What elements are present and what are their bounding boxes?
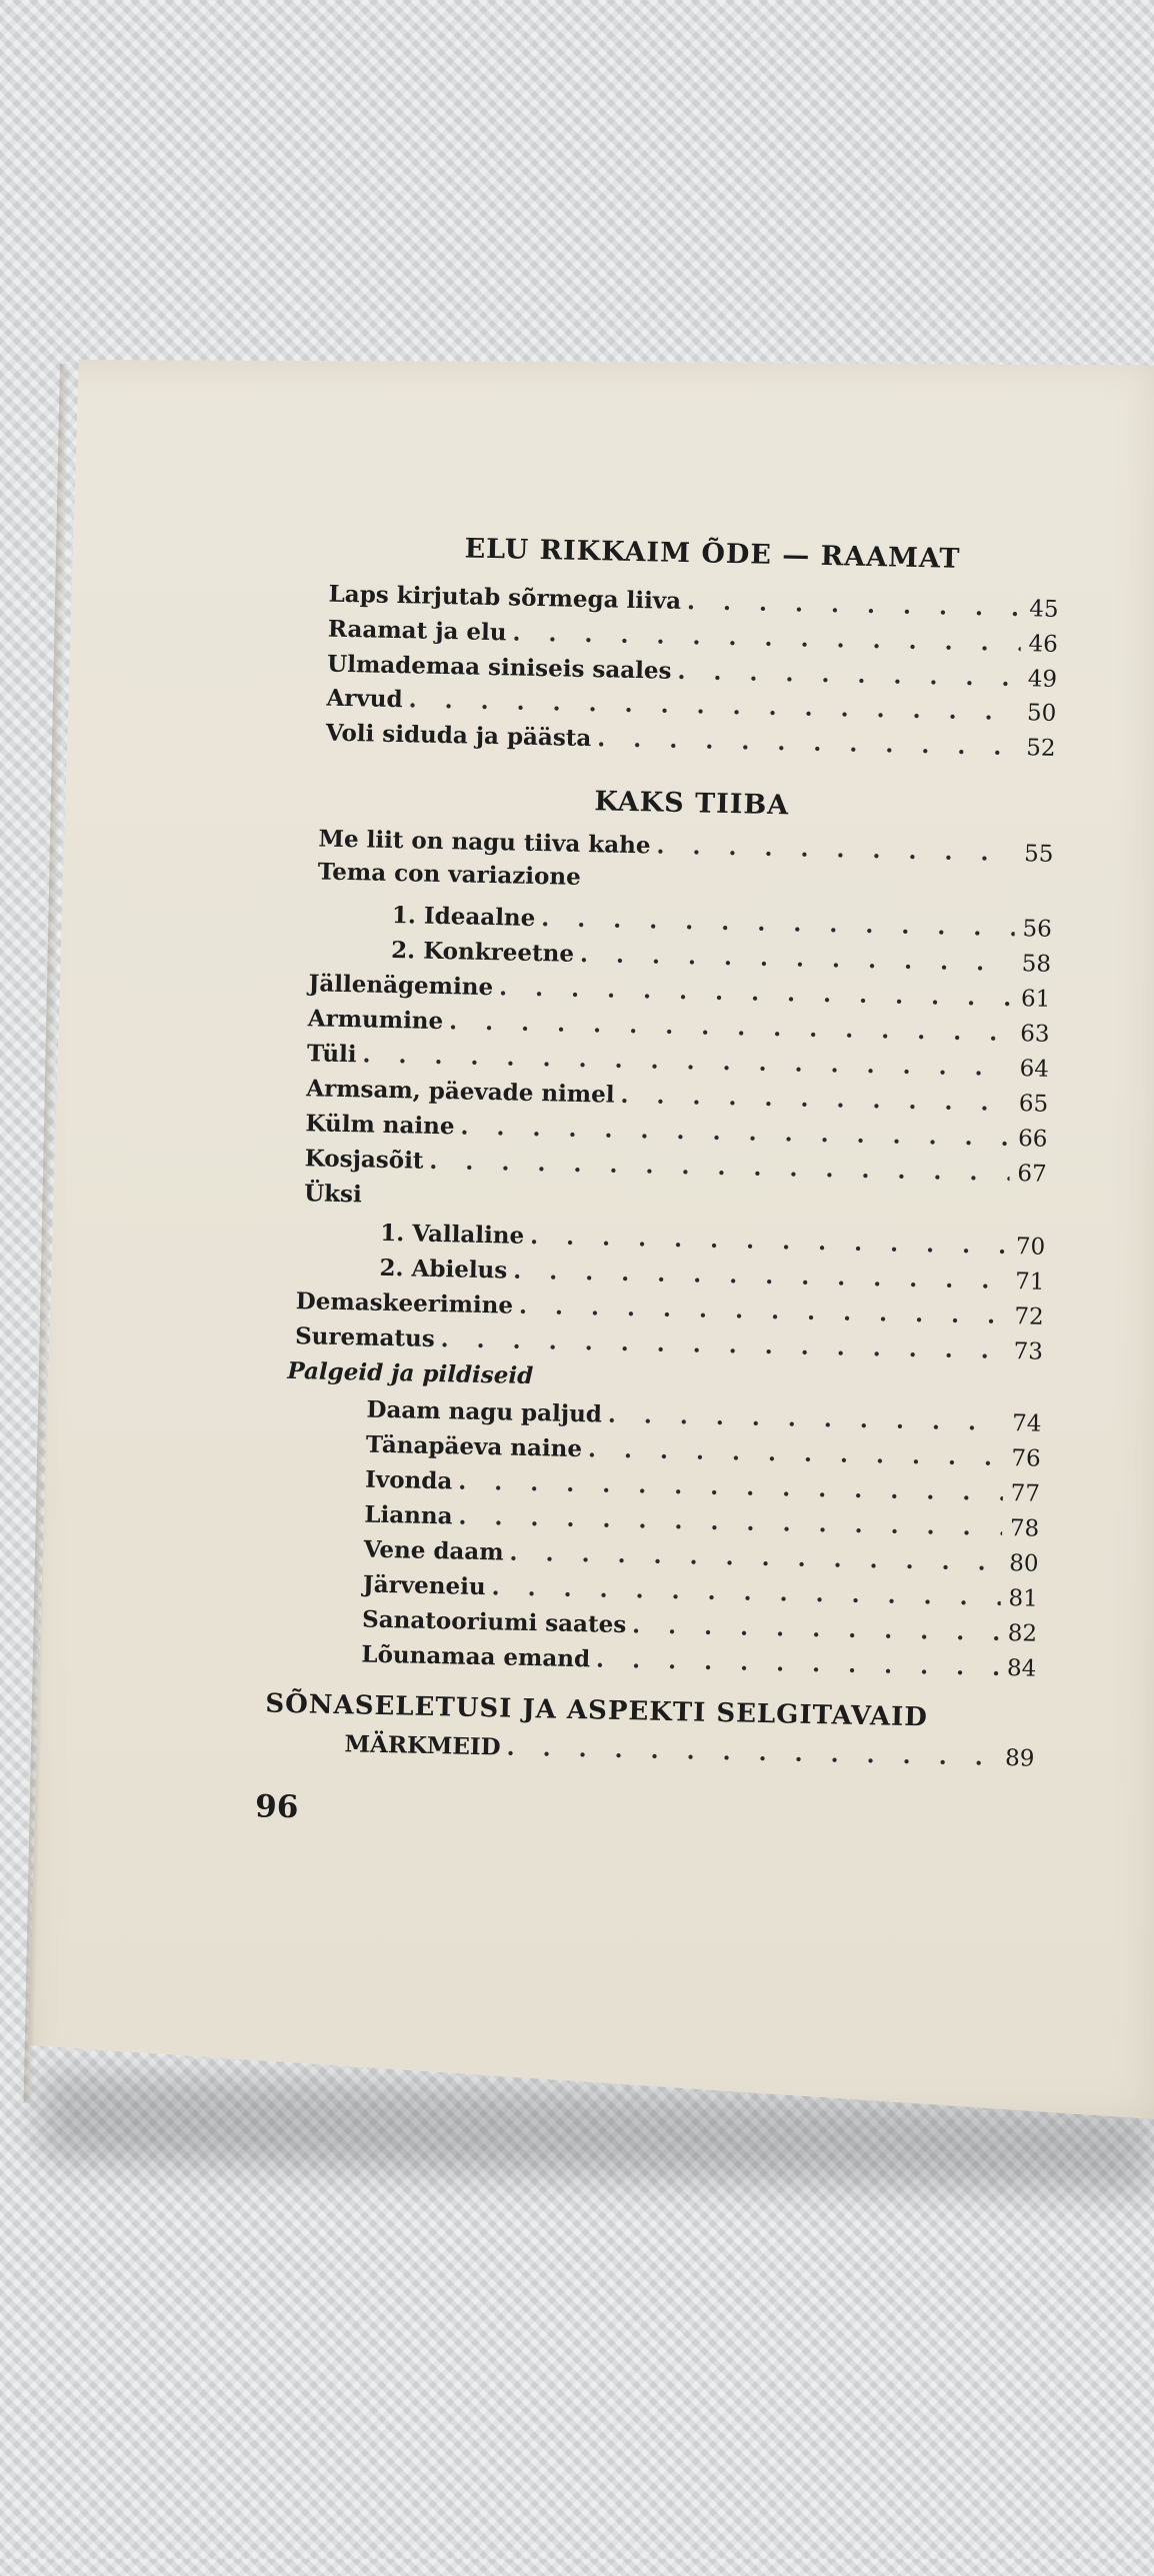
entry-page: 63 xyxy=(1020,1021,1050,1048)
entry-title: 1. Vallaline xyxy=(380,1219,525,1250)
entry-title: Voli siduda ja päästa xyxy=(325,719,592,753)
leader-dots xyxy=(541,905,1015,942)
entry-page: 78 xyxy=(1009,1515,1040,1542)
entry-page: 72 xyxy=(1014,1303,1044,1330)
entry-title: Daam nagu paljud xyxy=(366,1395,603,1428)
entry-page: 65 xyxy=(1018,1091,1049,1118)
entry-title: 2. Abielus xyxy=(379,1254,508,1285)
entry-page: 77 xyxy=(1010,1480,1041,1507)
entry-page: 64 xyxy=(1019,1056,1050,1083)
entry-page: 74 xyxy=(1011,1410,1042,1437)
entry-title: Surematus xyxy=(294,1322,435,1352)
entry-page: 82 xyxy=(1007,1620,1038,1647)
entry-title: Vene daam xyxy=(363,1535,504,1566)
toc-entry-notes xyxy=(344,1730,1035,1778)
entry-page: 76 xyxy=(1011,1445,1041,1472)
entry-page: 80 xyxy=(1008,1550,1039,1577)
entry-page: 66 xyxy=(1017,1126,1048,1153)
leader-dots xyxy=(677,658,1020,692)
entry-title: Järveneiu xyxy=(362,1570,486,1601)
entry-title: Raamat ja elu xyxy=(327,615,507,647)
leader-dots xyxy=(608,1401,1005,1436)
leader-dots xyxy=(530,1223,1008,1260)
entry-title: 1. Ideaalne xyxy=(391,902,536,933)
entry-page: 89 xyxy=(1004,1745,1035,1772)
entry-page: 84 xyxy=(1006,1655,1037,1682)
entry-title: MÄRKMEID xyxy=(344,1730,501,1761)
entry-page: 56 xyxy=(1022,916,1053,943)
entry-page: 81 xyxy=(1008,1585,1039,1612)
entry-page: 61 xyxy=(1020,986,1051,1013)
entry-page: 49 xyxy=(1027,666,1058,693)
entry-title: Ulmademaa siniseis saales xyxy=(326,650,672,685)
leader-dots xyxy=(687,588,1022,622)
entry-title: Tüli xyxy=(306,1040,357,1069)
entry-title: Tänapäeva naine xyxy=(365,1430,583,1463)
entry-title: Sanatooriumi saates xyxy=(361,1605,627,1639)
leader-dots xyxy=(506,1734,997,1771)
entry-title: Tema con variazione xyxy=(317,858,582,891)
section-heading-elu-rikkaim-ode: ELU RIKKAIM ÕDE — RAAMAT xyxy=(464,533,961,575)
entry-page: 73 xyxy=(1013,1338,1044,1365)
entry-title: Lõunamaa emand xyxy=(361,1640,591,1673)
entry-title: 2. Konkreetne xyxy=(390,937,575,968)
entry-title: Kosjasõit xyxy=(304,1145,424,1175)
entry-page: 46 xyxy=(1028,631,1059,658)
entry-title: Ivonda xyxy=(364,1465,453,1495)
entry-page: 55 xyxy=(1023,841,1054,868)
entry-title: Laps kirjutab sõrmega liiva xyxy=(328,580,682,615)
notes-heading-line1: SÕNASELETUSI JA ASPEKTI SELGITAVAID xyxy=(265,1688,929,1733)
entry-title: Palgeid ja pildiseid xyxy=(287,1356,534,1390)
entry-page: 67 xyxy=(1017,1161,1047,1188)
entry-title: Arvud xyxy=(326,684,403,714)
entry-title: Lianna xyxy=(364,1500,453,1530)
entry-page: 71 xyxy=(1014,1269,1045,1295)
entry-page: 52 xyxy=(1026,735,1056,762)
entry-title: Me liit on nagu tiiva kahe xyxy=(318,825,651,860)
page-number: 96 xyxy=(254,1788,299,1826)
entry-title: Demaskeerimine xyxy=(295,1288,514,1319)
entry-title: Armsam, päevade nimel xyxy=(306,1075,615,1109)
entry-title: Üksi xyxy=(303,1180,363,1209)
section-heading-kaks-tiiba: KAKS TIIBA xyxy=(594,786,790,822)
entry-page: 50 xyxy=(1026,700,1057,727)
entry-title: Külm naine xyxy=(305,1110,455,1141)
entry-page: 58 xyxy=(1021,951,1052,978)
entry-title: Armumine xyxy=(307,1005,444,1036)
entry-title: Jällenägemine xyxy=(308,970,494,1002)
entry-page: 70 xyxy=(1015,1234,1046,1261)
entry-page: 45 xyxy=(1028,596,1059,623)
leader-dots xyxy=(656,833,1016,868)
